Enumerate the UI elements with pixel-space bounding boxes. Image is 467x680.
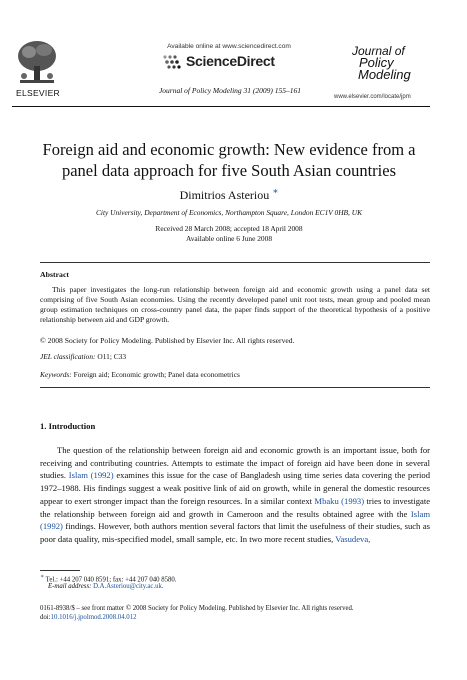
email-label: E-mail address: [48, 583, 92, 590]
jel-label: JEL classification: [40, 352, 96, 361]
journal-reference: Journal of Policy Modeling 31 (2009) 155–161 [158, 86, 302, 95]
journal-logo-line: Modeling [358, 67, 411, 82]
citation-link[interactable]: Islam (1992) [68, 470, 114, 481]
jel-codes: O11; C33 [97, 352, 127, 361]
footnote-mark[interactable]: ∗ [40, 574, 45, 580]
publisher-name: ELSEVIER [16, 88, 60, 98]
text-run: tries to investigate the relationship between foreign aid and growth in Cameroon and the results obtained agree with the [40, 495, 431, 519]
citation-link[interactable]: Islam (1992) [40, 508, 430, 532]
paragraph [40, 444, 430, 546]
journal-logo-line: Journal of [352, 44, 405, 58]
text-run: The question of the relationship between foreign aid and economic growth is an important issue, both for receiving and contributing countries. Attempts to estimate the impact of foreign aid have been done in several studies. [40, 445, 430, 481]
author-affiliation: City University, Department of Economics, Northampton Square, London EC1V 0HB, UK [95, 208, 363, 217]
abstract-bottom-divider [40, 387, 430, 388]
abstract-top-divider [40, 262, 430, 263]
received-dates: Received 28 March 2008; accepted 18 April 2008 [155, 224, 303, 233]
jel-classification [40, 352, 126, 361]
available-online-date: Available online 6 June 2008 [185, 234, 273, 243]
footnote-divider [40, 570, 80, 571]
text-run: examines this issue for the case of Bangladesh using time series data covering the period 1972–1988. His findings suggest a weak positive link of aid on growth, while in general the domestic resources appear to exert stronger impact than the foreign resources. In a similar context [40, 470, 431, 506]
article-title [20, 139, 438, 181]
journal-url[interactable]: www.elsevier.com/locate/jpm [334, 94, 411, 100]
author-line [20, 186, 438, 203]
elsevier-tree-logo [14, 38, 60, 88]
citation-link[interactable]: Mbaku (1993) [314, 495, 365, 506]
abstract-text: This paper investigates the long-run relationship between foreign aid and economic growth using a panel data set comprising of five South Asian economies. Using the recently developed panel unit root tests, mean group and pooled mean group estimation techniques on cross-country panel data, the paper finds support of the theoretical hypothesis of a positive relationship between aid and GDP growth. [40, 285, 430, 325]
sciencedirect-dots-icon [162, 53, 182, 71]
header-divider [12, 106, 430, 107]
footnote-phone: Tel.: +44 207 040 8591; fax: +44 207 040 8580. [45, 576, 177, 584]
title-line: Foreign aid and economic growth: New evidence from a [42, 140, 416, 159]
abstract-copyright: © 2008 Society for Policy Modeling. Published by Elsevier Inc. All rights reserved. [40, 336, 295, 345]
section-heading-introduction: 1. Introduction [40, 421, 96, 431]
title-line: panel data approach for five South Asian countries [61, 161, 397, 180]
available-online-notice[interactable]: Available online at www.sciencedirect.com [167, 43, 291, 50]
keywords [40, 370, 240, 379]
journal-logo-line: Policy [359, 55, 394, 70]
doi-link[interactable]: 10.1016/j.jpolmod.2008.04.012 [50, 614, 137, 621]
introduction-body [40, 444, 430, 546]
footnote-contact [40, 573, 177, 583]
keywords-label: Keywords: [40, 370, 72, 379]
sciencedirect-logo-text[interactable]: ScienceDirect [186, 53, 275, 69]
text-run: findings. However, both authors mention several factors that limit the usefulness of their studies, such as poor data quality, mis-specified model, small sample, etc. In two more recent studies, [40, 521, 430, 544]
author-name: Dimitrios Asteriou [179, 188, 270, 202]
author-footnote-mark[interactable]: ∗ [272, 186, 279, 196]
citation-link[interactable]: Vasudeva, [335, 533, 371, 544]
footnote-email [48, 583, 164, 590]
email-link[interactable]: D.A.Asteriou@city.ac.uk. [93, 583, 164, 590]
issn-notice: 0161-8938/$ – see front matter © 2008 Society for Policy Modeling. Published by Elsevier Inc. All rights reserved. [40, 605, 354, 612]
keywords-list: Foreign aid; Economic growth; Panel data econometrics [73, 370, 240, 379]
abstract-heading: Abstract [40, 270, 70, 279]
doi-label: doi: [40, 614, 51, 621]
doi-line [40, 614, 137, 621]
